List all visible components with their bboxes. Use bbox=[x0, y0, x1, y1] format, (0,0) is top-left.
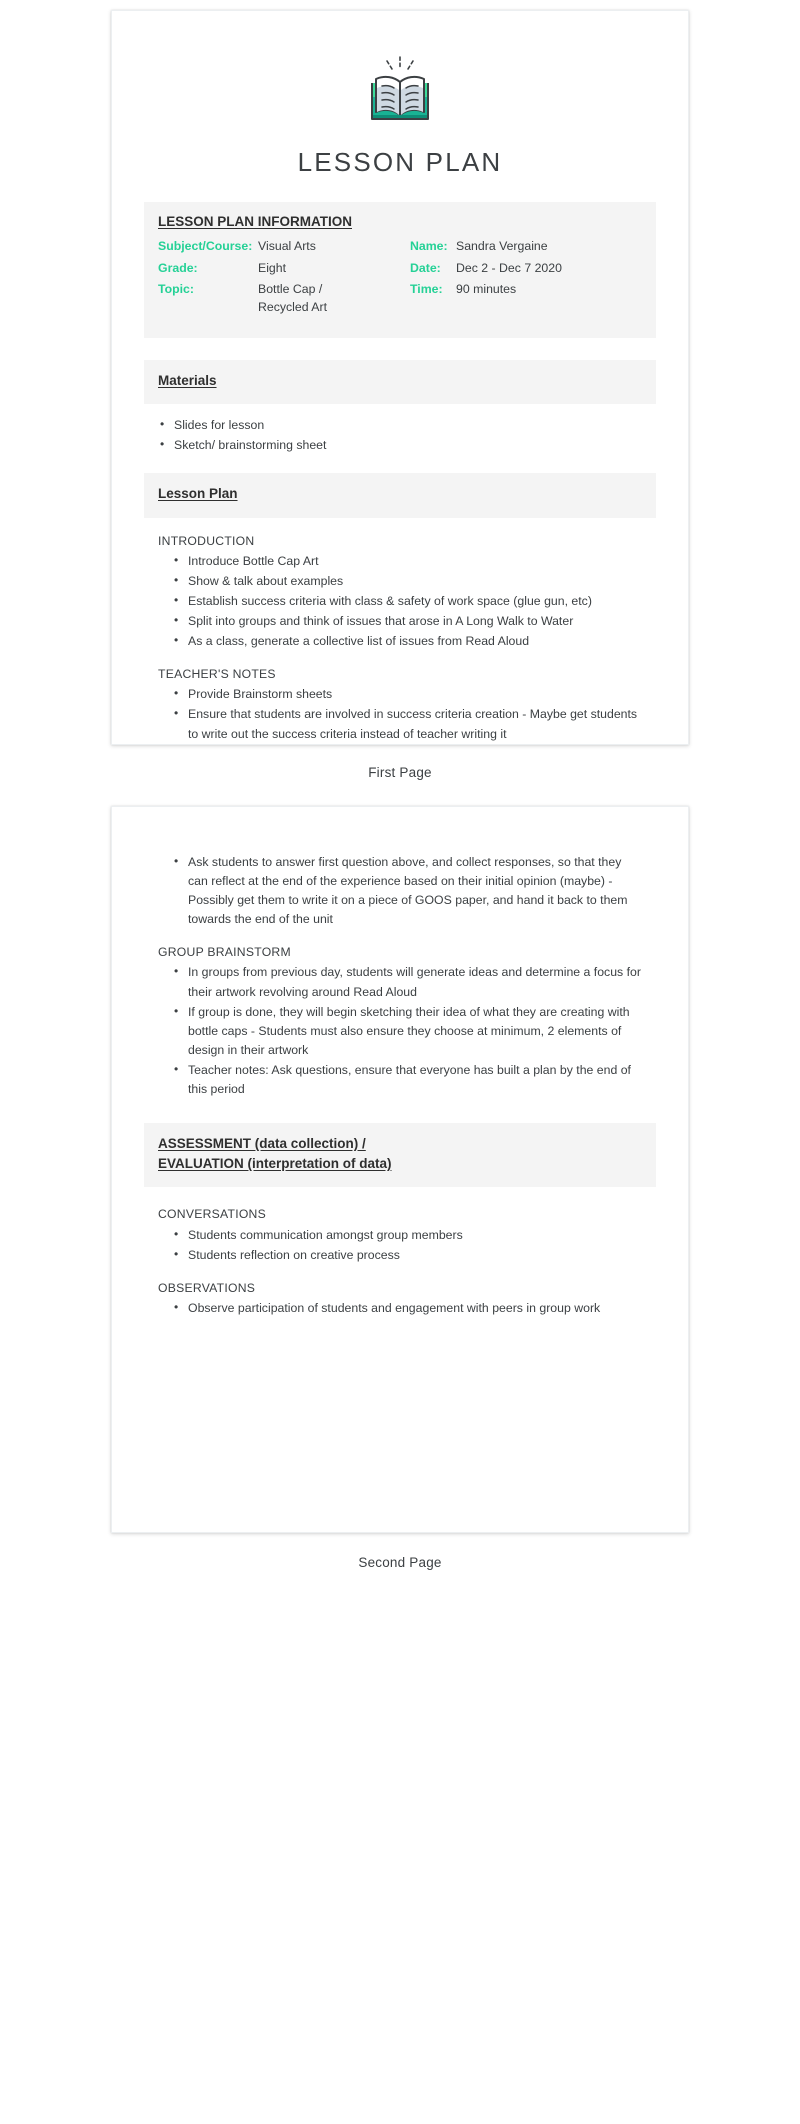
info-left-column bbox=[158, 238, 410, 320]
list-item: • Ensure that students are involved in success criteria creation - Maybe get students to write out the success criteria instead of teacher writing it bbox=[188, 705, 642, 743]
list-item: • In groups from previous day, students will generate ideas and determine a focus for their artwork revolving around Read Aloud bbox=[188, 963, 642, 1001]
lesson-plan-body bbox=[144, 518, 656, 744]
document-header bbox=[144, 11, 656, 178]
conversations-list bbox=[158, 1226, 642, 1265]
materials-heading: Materials bbox=[158, 373, 217, 388]
list-item: • If group is done, they will begin sketching their idea of what they are creating with bottle caps - Students must also ensure they choose at minimum, 2 elements of design in their artwork bbox=[188, 1003, 642, 1060]
teachers-notes-list bbox=[158, 685, 642, 743]
info-row-time bbox=[410, 281, 642, 298]
info-label-name: Name: bbox=[410, 239, 448, 254]
introduction-label: INTRODUCTION bbox=[158, 533, 255, 548]
page-two-continued-body bbox=[144, 807, 656, 1099]
info-label-time: Time: bbox=[410, 282, 443, 297]
info-value-topic-line2: Recycled Art bbox=[258, 299, 328, 314]
info-value-topic-line1: Bottle Cap / bbox=[258, 282, 323, 297]
info-label-date: Date: bbox=[410, 260, 441, 275]
list-item: • Sketch/ brainstorming sheet bbox=[174, 436, 656, 455]
info-row-subject bbox=[158, 238, 410, 255]
assessment-heading-line2: EVALUATION (interpretation of data) bbox=[158, 1156, 392, 1172]
list-item: • Show & talk about examples bbox=[188, 572, 642, 591]
list-item: • Ask students to answer first question above, and collect responses, so that they can reflect at the end of the experience based on their initial opinion (maybe) - Possibly get them to write it on a piece of GOOS paper, and hand it back to them towards the end of the unit bbox=[188, 853, 642, 929]
list-item: • Establish success criteria with class & safety of work space (glue gun, etc) bbox=[188, 592, 642, 611]
list-item: • As a class, generate a collective list of issues from Read Aloud bbox=[188, 632, 642, 651]
info-value-subject: Visual Arts bbox=[258, 239, 316, 254]
lesson-plan-information-block bbox=[144, 202, 656, 338]
lesson-plan-section-header bbox=[144, 473, 656, 517]
list-item: • Split into groups and think of issues that arose in A Long Walk to Water bbox=[188, 612, 642, 631]
info-row-topic bbox=[158, 281, 410, 316]
info-row-grade bbox=[158, 260, 410, 277]
group-brainstorm-list bbox=[158, 963, 642, 1098]
materials-section-header bbox=[144, 360, 656, 404]
info-value-name: Sandra Vergaine bbox=[456, 239, 548, 254]
assessment-section-header bbox=[144, 1123, 656, 1188]
materials-list bbox=[144, 416, 656, 455]
group-brainstorm-label: GROUP BRAINSTORM bbox=[158, 945, 291, 960]
list-item: • Students communication amongst group members bbox=[188, 1226, 642, 1245]
list-item: • Introduce Bottle Cap Art bbox=[188, 552, 642, 571]
info-right-column bbox=[410, 238, 642, 320]
info-label-topic: Topic: bbox=[158, 282, 194, 297]
introduction-list bbox=[158, 552, 642, 651]
second-page-label: Second Page bbox=[358, 1555, 442, 1570]
info-value-topic bbox=[258, 281, 327, 316]
observations-list bbox=[158, 1299, 642, 1318]
info-label-grade: Grade: bbox=[158, 260, 198, 275]
list-item: • Slides for lesson bbox=[174, 416, 656, 435]
list-item: • Provide Brainstorm sheets bbox=[188, 685, 642, 704]
page-title: LESSON PLAN bbox=[297, 147, 503, 177]
info-value-time: 90 minutes bbox=[456, 282, 517, 297]
info-value-date: Dec 2 - Dec 7 2020 bbox=[456, 260, 562, 275]
assessment-body bbox=[144, 1187, 656, 1318]
lesson-plan-page-2 bbox=[111, 806, 689, 1533]
info-row-date bbox=[410, 260, 642, 277]
list-item: • Observe participation of students and engagement with peers in group work bbox=[188, 1299, 642, 1318]
materials-body bbox=[144, 404, 656, 455]
info-row-name bbox=[410, 238, 642, 255]
teachers-notes-label: TEACHER'S NOTES bbox=[158, 667, 276, 682]
observations-label: OBSERVATIONS bbox=[158, 1280, 256, 1295]
open-book-icon bbox=[144, 53, 656, 131]
lesson-plan-page-1 bbox=[111, 10, 689, 745]
info-heading: LESSON PLAN INFORMATION bbox=[158, 214, 352, 230]
info-value-grade: Eight bbox=[258, 260, 287, 275]
list-item: • Teacher notes: Ask questions, ensure that everyone has built a plan by the end of this period bbox=[188, 1061, 642, 1099]
conversations-label: CONVERSATIONS bbox=[158, 1207, 266, 1222]
lesson-plan-heading: Lesson Plan bbox=[158, 486, 238, 502]
continued-list bbox=[158, 853, 642, 929]
first-page-label: First Page bbox=[368, 765, 432, 780]
info-label-subject: Subject/Course: bbox=[158, 239, 253, 254]
assessment-heading-line1: ASSESSMENT (data collection) / bbox=[158, 1135, 366, 1151]
list-item: • Students reflection on creative process bbox=[188, 1246, 642, 1265]
